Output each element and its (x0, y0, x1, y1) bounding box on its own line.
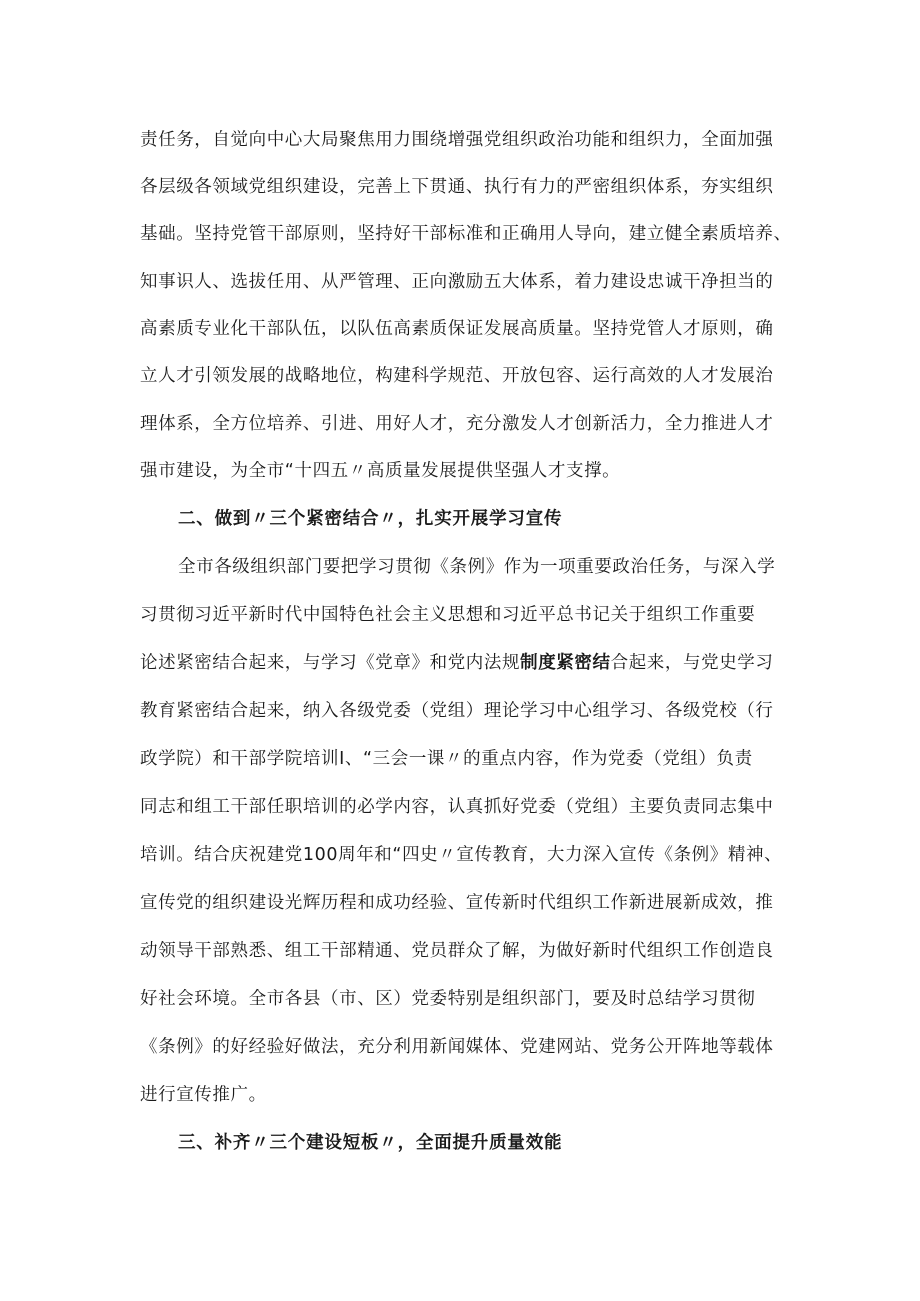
paragraph-1-line-3: 基础。坚持党管干部原则，坚持好干部标准和正确用人导向，建立健全素质培养、 (140, 224, 792, 244)
paragraph-2-line-7: 培训。结合庆祝建党100周年和“四史〃宣传教育，大力深入宣传《条例》精神、 (140, 845, 783, 865)
paragraph-2-line-5: 政学院）和干部学院培训I、“三会一课〃的重点内容，作为党委（党组）负责 (140, 749, 753, 769)
paragraph-2-line-2: 习贯彻习近平新时代中国特色社会主义思想和习近平总书记关于组织工作重要 (140, 605, 756, 625)
paragraph-1-line-8: 强市建设，为全市“十四五〃高质量发展提供坚强人才支撑。 (140, 461, 621, 481)
paragraph-2-line-3 (0, 651, 920, 675)
section-heading-2: 二、做到〃三个紧密结合〃，扎实开展学习宣传 (178, 509, 563, 529)
paragraph-2-line-11: 《条例》的好经验好做法，充分利用新闻媒体、党建网站、党务公开阵地等载体 (140, 1037, 774, 1057)
paragraph-2-line-8: 宣传党的组织建设光辉历程和成功经验、宣传新时代组织工作新进展新成效，推 (140, 893, 774, 913)
paragraph-2-line-1: 全市各级组织部门要把学习贯彻《条例》作为一项重要政治任务，与深入学 (178, 557, 776, 577)
section-heading-3: 三、补齐〃三个建设短板〃，全面提升质量效能 (178, 1133, 563, 1153)
paragraph-2-line-3-start: 论述紧密结合起来，与学习《党章》和党内法规 (140, 653, 521, 673)
paragraph-1-line-5: 高素质专业化干部队伍，以队伍高素质保证发展高质量。坚持党管人才原则，确 (140, 319, 774, 339)
paragraph-2-line-3-end: 合起来，与党史学习 (610, 653, 774, 673)
paragraph-2-line-3-bold: 制度紧密结 (520, 653, 611, 673)
paragraph-2-line-12: 进行宣传推广。 (140, 1085, 267, 1105)
paragraph-1-line-7: 理体系，全方位培养、引进、用好人才，充分激发人才创新活力，全力推进人才 (140, 414, 774, 434)
paragraph-2-line-10: 好社会环境。全市各县（市、区）党委特别是组织部门，要及时总结学习贯彻 (140, 989, 756, 1009)
paragraph-2-line-6: 同志和组工干部任职培训的必学内容，认真抓好党委（党组）主要负责同志集中 (140, 797, 774, 817)
paragraph-1-line-6: 立人才引领发展的战略地位，构建科学规范、开放包容、运行高效的人才发展治 (140, 366, 774, 386)
paragraph-1-line-4: 知事识人、选拔任用、从严管理、正向激励五大体系，着力建设忠诚干净担当的 (140, 272, 774, 292)
paragraph-1-line-1: 责任务，自觉向中心大局聚焦用力围绕增强党组织政治功能和组织力，全面加强 (140, 130, 774, 150)
paragraph-2-line-4: 教育紧密结合起来，纳入各级党委（党组）理论学习中心组学习、各级党校（行 (140, 701, 774, 721)
paragraph-2-line-9: 动领导干部熟悉、组工干部精通、党员群众了解，为做好新时代组织工作创造良 (140, 941, 774, 961)
paragraph-1-line-2: 各层级各领域党组织建设，完善上下贯通、执行有力的严密组织体系，夯实组织 (140, 177, 774, 197)
